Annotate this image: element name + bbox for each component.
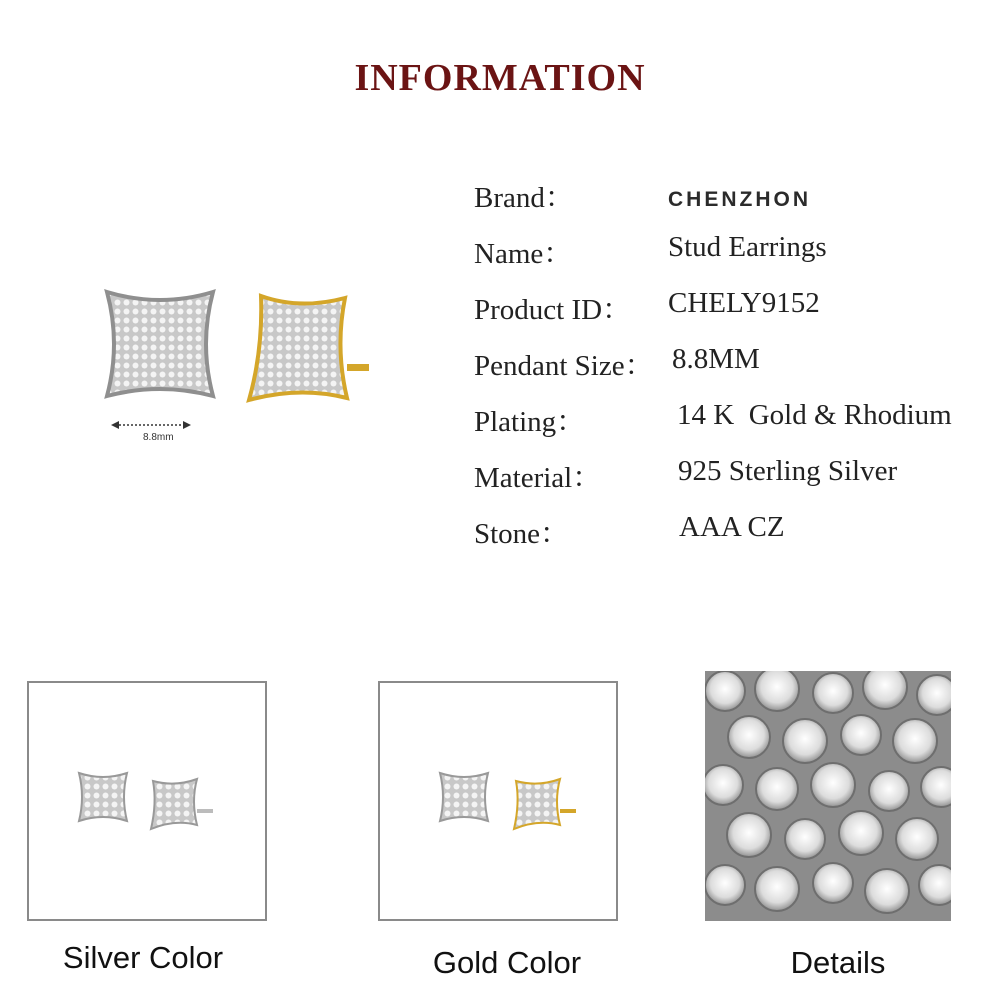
silver-earrings-image — [29, 683, 265, 919]
gold-earrings-image — [380, 683, 616, 919]
spec-value: 8.8MM — [672, 343, 760, 375]
silver-color-panel[interactable] — [27, 681, 267, 921]
gold-color-panel[interactable] — [378, 681, 618, 921]
brand-logo: CHENZHON — [668, 188, 811, 211]
earrings-hero-image — [95, 280, 395, 450]
spec-value: Stud Earrings — [668, 231, 827, 263]
spec-label: Stone： — [474, 518, 570, 550]
page-title: INFORMATION — [354, 57, 646, 99]
spec-label: Pendant Size： — [474, 350, 654, 382]
spec-value: 14 K Gold & Rhodium — [677, 399, 952, 431]
dimension-arrow — [111, 421, 191, 429]
dimension-label: 8.8mm — [143, 432, 174, 443]
caption-gold-color: Gold Color — [432, 945, 582, 980]
spec-value: AAA CZ — [679, 511, 785, 543]
spec-label: Product ID： — [474, 294, 632, 326]
spec-label: Brand： — [474, 182, 574, 214]
spec-label: Name： — [474, 238, 573, 270]
details-panel[interactable] — [705, 671, 951, 921]
details-closeup-image — [705, 671, 951, 921]
spec-label: Material： — [474, 462, 602, 494]
spec-label: Plating： — [474, 406, 586, 438]
spec-value: 925 Sterling Silver — [678, 455, 898, 487]
spec-value: CHELY9152 — [668, 287, 820, 319]
caption-silver-color: Silver Color — [62, 940, 224, 975]
caption-details: Details — [790, 945, 886, 980]
